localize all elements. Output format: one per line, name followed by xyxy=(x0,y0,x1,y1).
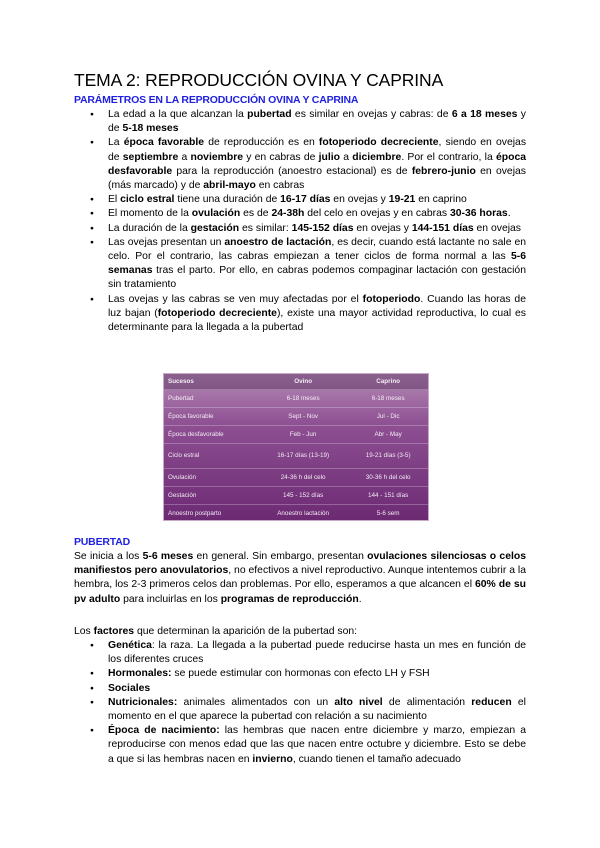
table-cell: 19-21 días (3-5) xyxy=(348,444,428,469)
list-item: ● Sociales xyxy=(74,682,526,696)
table-cell: 6-18 meses xyxy=(348,390,428,408)
table-cell: 5-6 sem xyxy=(348,505,428,523)
table-cell: 145 - 152 días xyxy=(258,487,348,505)
table-row xyxy=(164,469,428,487)
table-cell: Anoestro postparto xyxy=(164,505,258,523)
table-cell: 30-36 h del celo xyxy=(348,469,428,487)
list-item: ● La edad a la que alcanzan la pubertad es similar en ovejas y cabras: de 6 a 18 meses y de 5-18 meses xyxy=(74,108,526,136)
table-cell: Pubertad xyxy=(164,390,258,408)
factores-intro xyxy=(74,625,526,639)
bold-run: factores xyxy=(93,626,135,637)
list-item: ● Las ovejas presentan un anoestro de lactación, es decir, cuando está lactante no sale en celo. Por el contrario, las cabras empiezan a tener ciclos de forma normal a las 5-6 semanas tras el parto. Por ello, en cabras podemos compaginar lactación con gestación sin tratamiento xyxy=(74,236,526,293)
list-item: ● Las ovejas y las cabras se ven muy afectadas por el fotoperiodo. Cuando las horas de luz bajan (fotoperiodo decreciente), existe una mayor actividad reproductiva, lo cual es determinante para la llegada a la pubertad xyxy=(74,293,526,336)
list-item: ● Hormonales: se puede estimular con hormonas con efecto LH y FSH xyxy=(74,667,526,681)
text-run: en general. Sin embargo, presentan xyxy=(193,551,368,562)
table-row xyxy=(164,487,428,505)
text-run: Se inicia a los xyxy=(74,551,143,562)
table-row xyxy=(164,408,428,426)
table-cell: Sept - Nov xyxy=(258,408,348,426)
text-run: . xyxy=(358,593,362,605)
bold-run: programas de reproducción xyxy=(220,593,359,605)
column-header: Caprino xyxy=(348,374,428,390)
bold-run: 5-6 meses xyxy=(142,551,194,562)
table-header-row xyxy=(164,374,428,390)
bold-run: ovulaciones silenciosas o celos manifiestos pero anovulatorios xyxy=(74,551,526,577)
list-item: ● Época de nacimiento: las hembras que nacen entre diciembre y marzo, empiezan a reproducirse con menos edad que las que nacen entre octubre y diciembre. Esto se debe a que si las hembras nacen en invierno, cuando tienen el tamaño adecuado xyxy=(74,724,526,767)
text-run: para incluirlas en los xyxy=(120,593,221,605)
table-row xyxy=(164,505,428,523)
table-cell: 16-17 días (13-19) xyxy=(258,444,348,469)
section-heading-pubertad: PUBERTAD xyxy=(74,536,130,548)
table-cell: Ovulación xyxy=(164,469,258,487)
column-header: Sucesos xyxy=(164,374,258,390)
list-item: ● Genética: la raza. La llegada a la pubertad puede reducirse hasta un mes en función de los diferentes cruces xyxy=(74,639,526,667)
parameters-table xyxy=(164,374,428,522)
table-cell: Abr - May xyxy=(348,426,428,444)
table-cell: 24-36 h del celo xyxy=(258,469,348,487)
text-run: , no efectivos a nivel reproductivo. Aunque intentemos cubrir a la hembra, los 2-3 primeros celos dan problemas. Por ello, esperamos a que alcancen el xyxy=(74,565,526,591)
table-cell: Feb - Jun xyxy=(258,426,348,444)
list-item: ● La época favorable de reproducción es en fotoperiodo decreciente, siendo en ovejas de septiembre a noviembre y en cabras de julio a diciembre. Por el contrario, la época desfavorable para la reproducción (anoestro estacional) es de febrero-junio en ovejas (más marcado) y de abril-mayo en cabras xyxy=(74,136,526,193)
table-cell: 6-18 meses xyxy=(258,390,348,408)
table-cell: Gestación xyxy=(164,487,258,505)
text-run: Los xyxy=(74,626,94,637)
list-item: ● El ciclo estral tiene una duración de 16-17 días en ovejas y 19-21 en caprino xyxy=(74,193,526,207)
list-item: ● La duración de la gestación es similar: 145-152 días en ovejas y 144-151 días en ovejas xyxy=(74,222,526,236)
table-cell: Jul - Dic xyxy=(348,408,428,426)
text-run: que determinan la aparición de la pubertad son: xyxy=(134,626,358,637)
section-heading-parametros: PARÁMETROS EN LA REPRODUCCIÓN OVINA Y CAPRINA xyxy=(74,94,359,106)
reproduction-parameters-table-image xyxy=(164,374,428,520)
list-item: ● El momento de la ovulación es de 24-38h del celo en ovejas y en cabras 30-36 horas. xyxy=(74,207,526,221)
factores-list xyxy=(74,639,526,767)
column-header: Ovino xyxy=(258,374,348,390)
table-cell: Época favorable xyxy=(164,408,258,426)
table-row xyxy=(164,390,428,408)
table-cell: 144 - 151 días xyxy=(348,487,428,505)
table-row xyxy=(164,444,428,469)
table-cell: Ciclo estral xyxy=(164,444,258,469)
table-cell: Época desfavorable xyxy=(164,426,258,444)
table-cell: Anoestro lactación xyxy=(258,505,348,523)
list-item: ● Nutricionales: animales alimentados con un alto nivel de alimentación reducen el momento en el que aparece la pubertad con relación a su nacimiento xyxy=(74,696,526,724)
bold-run: 60% de su pv adulto xyxy=(74,579,526,605)
page-title: TEMA 2: REPRODUCCIÓN OVINA Y CAPRINA xyxy=(74,70,444,90)
table-row xyxy=(164,426,428,444)
pubertad-paragraph xyxy=(74,550,526,607)
parameters-list xyxy=(74,108,526,335)
